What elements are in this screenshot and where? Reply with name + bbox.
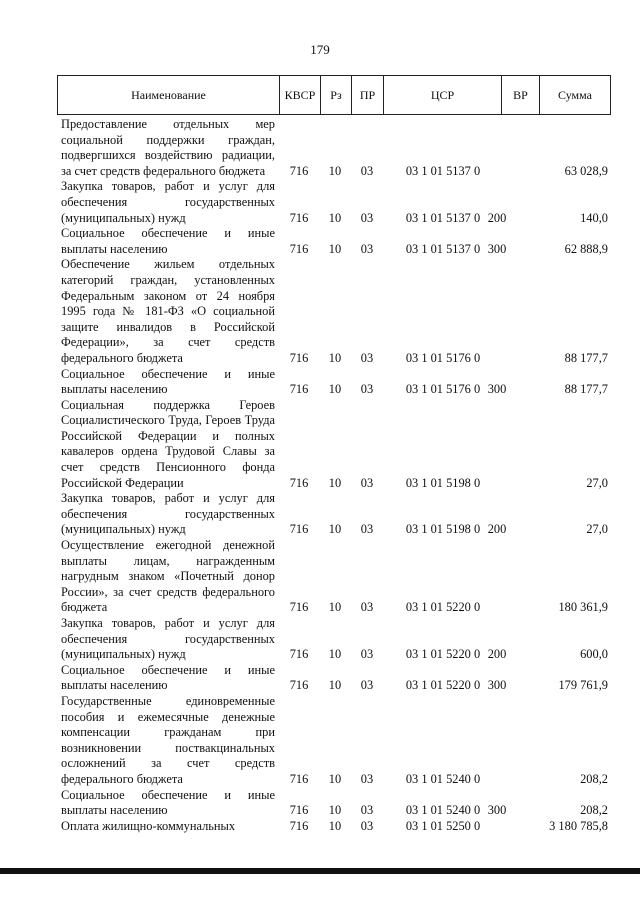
table-row: [57, 616, 610, 663]
row-sum: 63 028,9: [564, 163, 608, 178]
row-rz: 10: [328, 350, 342, 365]
row-pr: 03: [360, 475, 374, 490]
row-sum: 88 177,7: [564, 350, 608, 365]
table-row: [57, 367, 610, 398]
row-kvsr: 716: [289, 350, 309, 365]
header-vr: ВР: [502, 76, 540, 115]
row-rz: 10: [328, 522, 342, 537]
row-codes: [57, 772, 610, 788]
row-name: Закупка товаров, работ и услуг для обеспечения государственных (муниципальных) нужд: [61, 179, 275, 225]
header-pr: ПР: [352, 76, 384, 115]
row-pr: 03: [360, 678, 374, 693]
table-row: [57, 788, 610, 819]
row-vr: 200: [487, 647, 507, 662]
row-codes: [57, 242, 610, 258]
row-pr: 03: [360, 382, 374, 397]
row-rz: 10: [328, 382, 342, 397]
row-pr: 03: [360, 803, 374, 818]
row-vr: 200: [487, 210, 507, 225]
header-name: Наименование: [58, 76, 280, 115]
row-pr: 03: [360, 350, 374, 365]
row-csr: 03 1 01 5137 0: [405, 163, 481, 178]
row-name: Обеспечение жильем отдельных категорий граждан, установленных Федеральным законом от 24 ноября 1995 года № 181-ФЗ «О социальной защите инвалидов в Российской Федерации», за счет средств федерального бюджета: [61, 257, 275, 365]
row-pr: 03: [360, 771, 374, 786]
row-pr: 03: [360, 241, 374, 256]
row-sum: 27,0: [586, 522, 608, 537]
header-rz: Рз: [321, 76, 352, 115]
row-pr: 03: [360, 522, 374, 537]
row-pr: 03: [360, 647, 374, 662]
row-kvsr: 716: [289, 382, 309, 397]
row-codes: [57, 164, 610, 180]
row-csr: 03 1 01 5240 0: [405, 803, 481, 818]
header-kvsr: КВСР: [280, 76, 321, 115]
row-rz: 10: [328, 163, 342, 178]
row-vr: 300: [487, 241, 507, 256]
row-vr: 300: [487, 678, 507, 693]
row-sum: 600,0: [580, 647, 608, 662]
row-csr: 03 1 01 5198 0: [405, 522, 481, 537]
row-sum: 27,0: [586, 475, 608, 490]
row-csr: 03 1 01 5137 0: [405, 241, 481, 256]
row-codes: [57, 211, 610, 227]
row-vr: 300: [487, 803, 507, 818]
header-csr: ЦСР: [384, 76, 502, 115]
budget-table-body: [57, 117, 610, 834]
row-codes: [57, 382, 610, 398]
row-csr: 03 1 01 5198 0: [405, 475, 481, 490]
row-kvsr: 716: [289, 241, 309, 256]
row-rz: 10: [328, 241, 342, 256]
row-kvsr: 716: [289, 522, 309, 537]
row-rz: 10: [328, 600, 342, 615]
row-rz: 10: [328, 475, 342, 490]
row-kvsr: 716: [289, 163, 309, 178]
row-rz: 10: [328, 818, 342, 833]
row-codes: [57, 819, 610, 835]
row-rz: 10: [328, 771, 342, 786]
row-csr: 03 1 01 5220 0: [405, 600, 481, 615]
row-kvsr: 716: [289, 475, 309, 490]
row-name: Социальное обеспечение и иные выплаты населению: [61, 787, 275, 818]
table-header: [57, 75, 611, 115]
row-rz: 10: [328, 210, 342, 225]
row-name: Социальное обеспечение и иные выплаты населению: [61, 366, 275, 397]
row-sum: 180 361,9: [558, 600, 608, 615]
row-sum: 88 177,7: [564, 382, 608, 397]
row-codes: [57, 803, 610, 819]
row-name: Государственные единовременные пособия и ежемесячные денежные компенсации гражданам при возникновении поствакцинальных осложнений за счет средств федерального бюджета: [61, 693, 275, 786]
table-row: [57, 491, 610, 538]
page-number: 179: [310, 42, 330, 57]
row-name: Социальная поддержка Героев Социалистического Труда, Героев Труда Российской Федерации и полных кавалеров ордена Трудовой Славы за счет средств Пенсионного фонда Российской Федерации: [61, 397, 275, 490]
row-sum: 208,2: [580, 771, 608, 786]
row-sum: 208,2: [580, 803, 608, 818]
row-kvsr: 716: [289, 771, 309, 786]
row-csr: 03 1 01 5250 0: [405, 818, 481, 833]
table-row: [57, 694, 610, 788]
row-csr: 03 1 01 5137 0: [405, 210, 481, 225]
row-name: Осуществление ежегодной денежной выплаты лицам, награжденным нагрудным знаком «Почетный донор России», за счет средств федерального бюджета: [61, 538, 275, 615]
table-row: [57, 257, 610, 366]
row-codes: [57, 476, 610, 492]
row-name: Социальное обеспечение и иные выплаты населению: [61, 662, 275, 693]
row-kvsr: 716: [289, 210, 309, 225]
row-kvsr: 716: [289, 647, 309, 662]
row-sum: 62 888,9: [564, 241, 608, 256]
row-csr: 03 1 01 5176 0: [405, 382, 481, 397]
row-rz: 10: [328, 678, 342, 693]
row-pr: 03: [360, 163, 374, 178]
table-row: [57, 117, 610, 179]
row-vr: 300: [487, 382, 507, 397]
row-vr: 200: [487, 522, 507, 537]
row-csr: 03 1 01 5220 0: [405, 647, 481, 662]
row-codes: [57, 678, 610, 694]
row-sum: 3 180 785,8: [549, 818, 608, 833]
row-kvsr: 716: [289, 600, 309, 615]
table-row: [57, 538, 610, 616]
row-sum: 179 761,9: [558, 678, 608, 693]
row-codes: [57, 522, 610, 538]
row-kvsr: 716: [289, 803, 309, 818]
row-csr: 03 1 01 5240 0: [405, 771, 481, 786]
row-name: Закупка товаров, работ и услуг для обеспечения государственных (муниципальных) нужд: [61, 616, 275, 662]
row-name: Закупка товаров, работ и услуг для обеспечения государственных (муниципальных) нужд: [61, 491, 275, 537]
row-pr: 03: [360, 600, 374, 615]
row-pr: 03: [360, 818, 374, 833]
scan-bottom-edge: [0, 868, 640, 874]
table-row: [57, 663, 610, 694]
table-row: [57, 398, 610, 492]
table-row: [57, 226, 610, 257]
row-csr: 03 1 01 5176 0: [405, 350, 481, 365]
row-codes: [57, 351, 610, 367]
row-name: Оплата жилищно-коммунальных: [61, 818, 236, 833]
table-row: [57, 819, 610, 835]
row-kvsr: 716: [289, 678, 309, 693]
row-sum: 140,0: [580, 210, 608, 225]
row-rz: 10: [328, 647, 342, 662]
row-name: Предоставление отдельных мер социальной поддержки граждан, подвергшихся воздействию радиации, за счет средств федерального бюджета: [61, 117, 275, 178]
row-codes: [57, 600, 610, 616]
row-kvsr: 716: [289, 818, 309, 833]
row-csr: 03 1 01 5220 0: [405, 678, 481, 693]
row-rz: 10: [328, 803, 342, 818]
row-name: Социальное обеспечение и иные выплаты населению: [61, 226, 275, 256]
row-pr: 03: [360, 210, 374, 225]
table-row: [57, 179, 610, 226]
row-codes: [57, 647, 610, 663]
header-sum: Сумма: [540, 76, 611, 115]
